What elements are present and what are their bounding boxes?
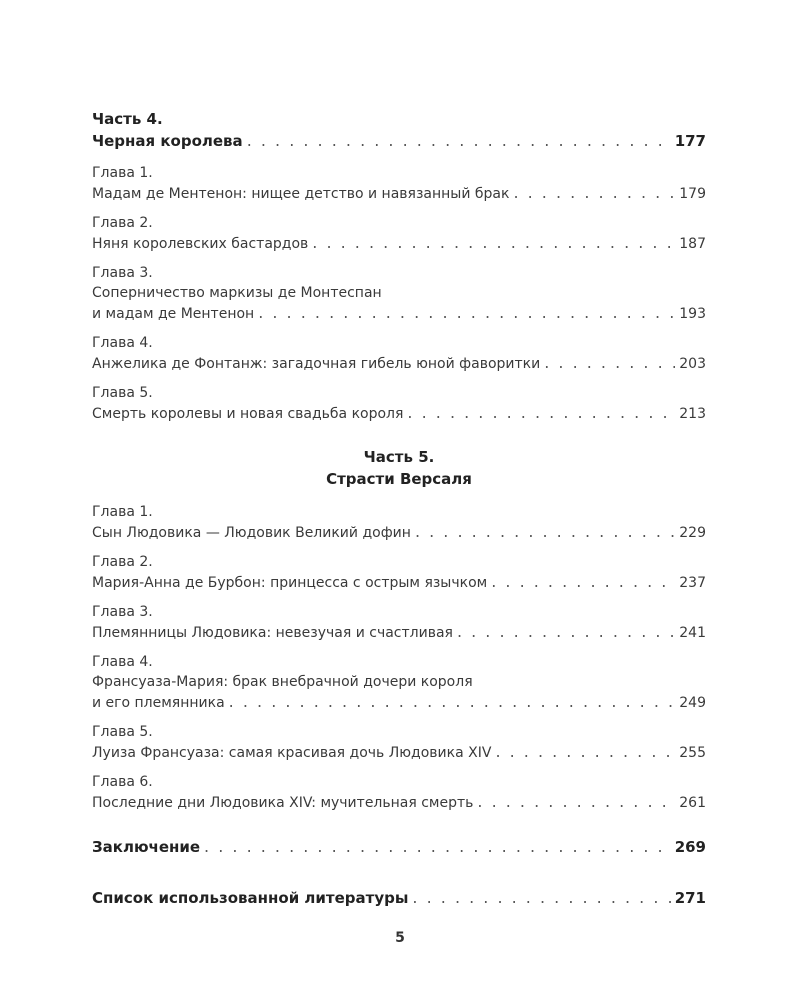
chapter-page: 249 — [679, 695, 706, 711]
conclusion-entry — [92, 836, 706, 858]
dot-leader — [491, 572, 675, 591]
chapter-page: 237 — [679, 575, 706, 591]
chapter-page: 193 — [679, 306, 706, 322]
part5-label: Часть 5. — [363, 448, 435, 466]
chapter-entry — [92, 722, 706, 763]
chapter-title: Луиза Франсуаза: самая красивая дочь Людовика XIV — [92, 745, 492, 761]
chapter-label: Глава 5. — [92, 385, 153, 401]
dot-leader — [513, 183, 675, 202]
chapter-label: Глава 1. — [92, 504, 153, 520]
dot-leader — [312, 233, 675, 252]
bibliography-title: Список использованной литературы — [92, 889, 409, 907]
page-number: 5 — [395, 930, 405, 946]
chapter-entry — [92, 333, 706, 374]
part5-title: Страсти Версаля — [326, 470, 472, 488]
chapter-entry — [92, 552, 706, 593]
part5-chapters — [92, 502, 706, 822]
chapter-entry — [92, 383, 706, 424]
chapter-label: Глава 3. — [92, 604, 153, 620]
chapter-title: и мадам де Ментенон — [92, 306, 255, 322]
dot-leader — [412, 888, 670, 907]
part4-title: Черная королева — [92, 132, 243, 150]
chapter-title-line: Соперничество маркизы де Монтеспан — [92, 285, 382, 301]
chapter-title: Няня королевских бастардов — [92, 236, 309, 252]
chapter-page: 255 — [679, 745, 706, 761]
dot-leader — [495, 742, 675, 761]
chapter-title: Смерть королевы и новая свадьба короля — [92, 406, 404, 422]
chapter-page: 179 — [679, 186, 706, 202]
chapter-page: 229 — [679, 525, 706, 541]
chapter-title: Мадам де Ментенон: нищее детство и навязанный брак — [92, 186, 510, 202]
part5-heading — [92, 446, 706, 490]
dot-leader — [457, 622, 675, 641]
part4-label: Часть 4. — [92, 110, 163, 128]
chapter-title: Анжелика де Фонтанж: загадочная гибель юной фаворитки — [92, 356, 541, 372]
chapter-title: Мария-Анна де Бурбон: принцесса с острым язычком — [92, 575, 488, 591]
dot-leader — [258, 303, 675, 322]
part4-chapters — [92, 163, 706, 433]
chapter-title-line: Франсуаза-Мария: брак внебрачной дочери короля — [92, 674, 473, 690]
chapter-label: Глава 5. — [92, 724, 153, 740]
chapter-page: 241 — [679, 625, 706, 641]
bibliography-page: 271 — [674, 889, 706, 907]
chapter-page: 187 — [679, 236, 706, 252]
dot-leader — [204, 837, 671, 856]
dot-leader — [415, 522, 675, 541]
chapter-entry — [92, 502, 706, 543]
dot-leader — [247, 131, 671, 150]
chapter-label: Глава 4. — [92, 335, 153, 351]
chapter-entry — [92, 163, 706, 204]
chapter-label: Глава 6. — [92, 774, 153, 790]
chapter-label: Глава 2. — [92, 554, 153, 570]
chapter-entry — [92, 602, 706, 643]
conclusion-page: 269 — [674, 838, 706, 856]
conclusion-title: Заключение — [92, 838, 201, 856]
chapter-title: Последние дни Людовика XIV: мучительная смерть — [92, 795, 474, 811]
dot-leader — [544, 353, 675, 372]
chapter-page: 213 — [679, 406, 706, 422]
part4-page: 177 — [674, 132, 706, 150]
chapter-page: 203 — [679, 356, 706, 372]
chapter-entry — [92, 652, 706, 713]
bibliography-entry — [92, 887, 706, 909]
chapter-title: Племянницы Людовика: невезучая и счастливая — [92, 625, 453, 641]
chapter-page: 261 — [679, 795, 706, 811]
dot-leader — [407, 403, 675, 422]
chapter-label: Глава 3. — [92, 265, 153, 281]
chapter-title: Сын Людовика — Людовик Великий дофин — [92, 525, 411, 541]
chapter-entry — [92, 263, 706, 324]
part4-title-line — [92, 130, 706, 152]
chapter-entry — [92, 213, 706, 254]
chapter-entry — [92, 772, 706, 813]
chapter-label: Глава 2. — [92, 215, 153, 231]
part4-heading — [92, 108, 706, 152]
dot-leader — [477, 792, 675, 811]
dot-leader — [229, 692, 676, 711]
chapter-label: Глава 1. — [92, 165, 153, 181]
chapter-title: и его племянника — [92, 695, 225, 711]
chapter-label: Глава 4. — [92, 654, 153, 670]
